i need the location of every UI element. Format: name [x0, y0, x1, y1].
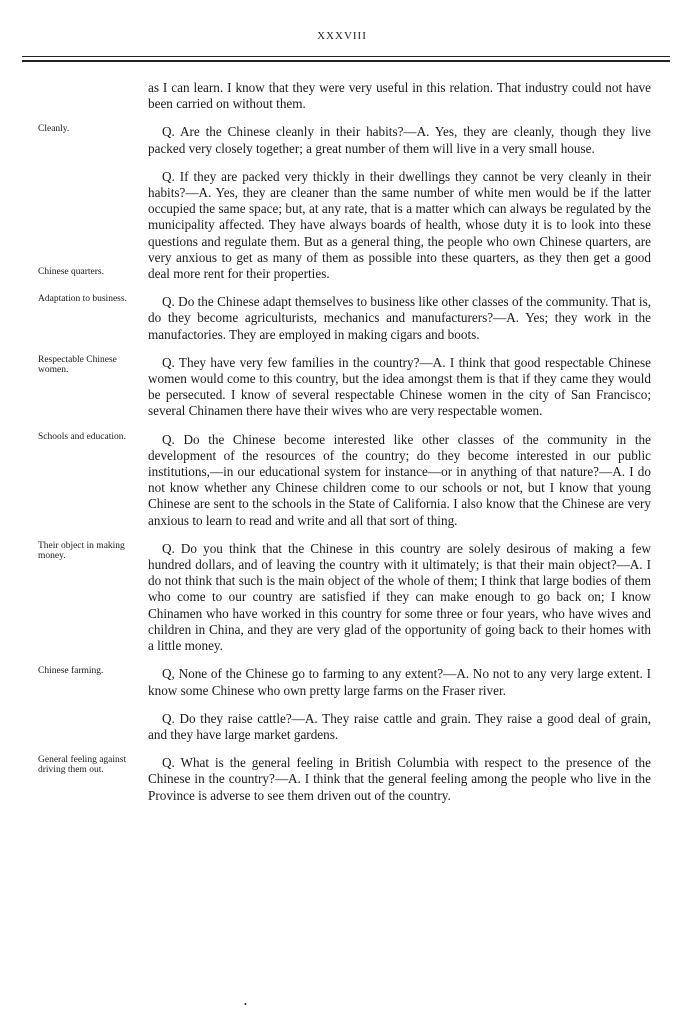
paragraph-block [0, 294, 684, 343]
margin-note: Cleanly. [38, 124, 70, 135]
paragraph-block [0, 666, 684, 698]
page-number: XXXVIII [317, 30, 367, 42]
paragraph-text: Q. Do they raise cattle?—A. They raise cattle and grain. They raise a good deal of grain, and they have large market gardens. [148, 710, 651, 742]
margin-note: Respectable Chinese women. [38, 354, 117, 375]
paragraph-block [0, 124, 684, 156]
margin-note: Their object in making money. [38, 540, 125, 561]
margin-note: Adaptation to business. [38, 294, 127, 305]
header-rule [22, 56, 670, 57]
paragraph-text: Q. Do you think that the Chinese in this country are solely desirous of making a few hundred dollars, and of leaving the country with it ultimately; is that their main object?—A. I do not think that such is the main object of the whole of them; I think that large bodies of them who come to our country are satisfied if they can make enough to go back on; I know Chinamen who have worked in this country for some three or four years, who have wives and children in China, and they are very glad of the opportunity of going back to their homes with a little money. [148, 540, 651, 654]
paragraph-text: Q, None of the Chinese go to farming to any extent?—A. No not to any very large extent. I know some Chinese who own pretty large farms on the Fraser river. [148, 666, 651, 698]
paragraph-text: Q. Are the Chinese cleanly in their habits?—A. Yes, they are cleanly, though they live packed very closely together; a great number of them will live in a very small house. [148, 124, 651, 156]
paragraph-block [0, 169, 684, 282]
paragraph-text: Q. Do the Chinese adapt themselves to business like other classes of the community. That is, do they become agriculturists, mechanics and manufacturers?—A. Yes; they work in the manufactories. They are employed in making cigars and boots. [148, 294, 651, 342]
margin-note: Chinese quarters. [38, 266, 104, 277]
paragraph-block [0, 432, 684, 529]
paragraph-text: as I can learn. I know that they were very useful in this relation. That industry could not have been carried on without them. [148, 80, 651, 112]
paragraph-block [0, 711, 684, 743]
margin-note: Chinese farming. [38, 666, 104, 677]
paragraph-text: Q. If they are packed very thickly in their dwellings they cannot be very cleanly in their habits?—A. Yes, they are cleaner than the same number of white men would be if the latter occupied the same space; but, at any rate, that is a matter which can always be regulated by the municipality affected. They have always boards of health, whose duty it is to look into these questions and regulate them. But as a general thing, the people who own Chinese quarters, are very anxious to get as many of them as possible into these quarters, as they then get a good deal more rent for their properties. [148, 168, 651, 282]
paragraph-block [0, 80, 684, 112]
margin-note: Schools and education. [38, 431, 126, 442]
header-rule-double [22, 60, 670, 62]
paragraph-text: Q. What is the general feeling in British Columbia with respect to the presence of the Chinese in the country?—A. I think that the general feeling among the people who live in the Province is adverse to see them driven out of the country. [148, 755, 651, 803]
paragraph-block [0, 355, 684, 420]
print-speck: • [244, 1000, 247, 1009]
page-body [0, 80, 684, 816]
paragraph-block [0, 541, 684, 654]
paragraph-block [0, 755, 684, 804]
paragraph-text: Q. They have very few families in the country?—A. I think that good respectable Chinese women would come to this country, but the idea amongst them is that if they came they would be persecuted. I know of several respectable Chinese women in the city of San Francisco; several Chinamen there have their wives who are very respectable women. [148, 354, 651, 419]
margin-note: General feeling against driving them out. [38, 755, 127, 776]
paragraph-text: Q. Do the Chinese become interested like other classes of the community in the development of the resources of the country; do they become interested in our public institutions,—in our educational system for instance—or in anything of that nature?—A. I do not know whether any Chinese children come to our schools or not, but I know that young Chinese are sent to the schools in the State of California. I also know that the Chinese are very anxious to learn to read and write and all that sort of thing. [148, 431, 651, 528]
